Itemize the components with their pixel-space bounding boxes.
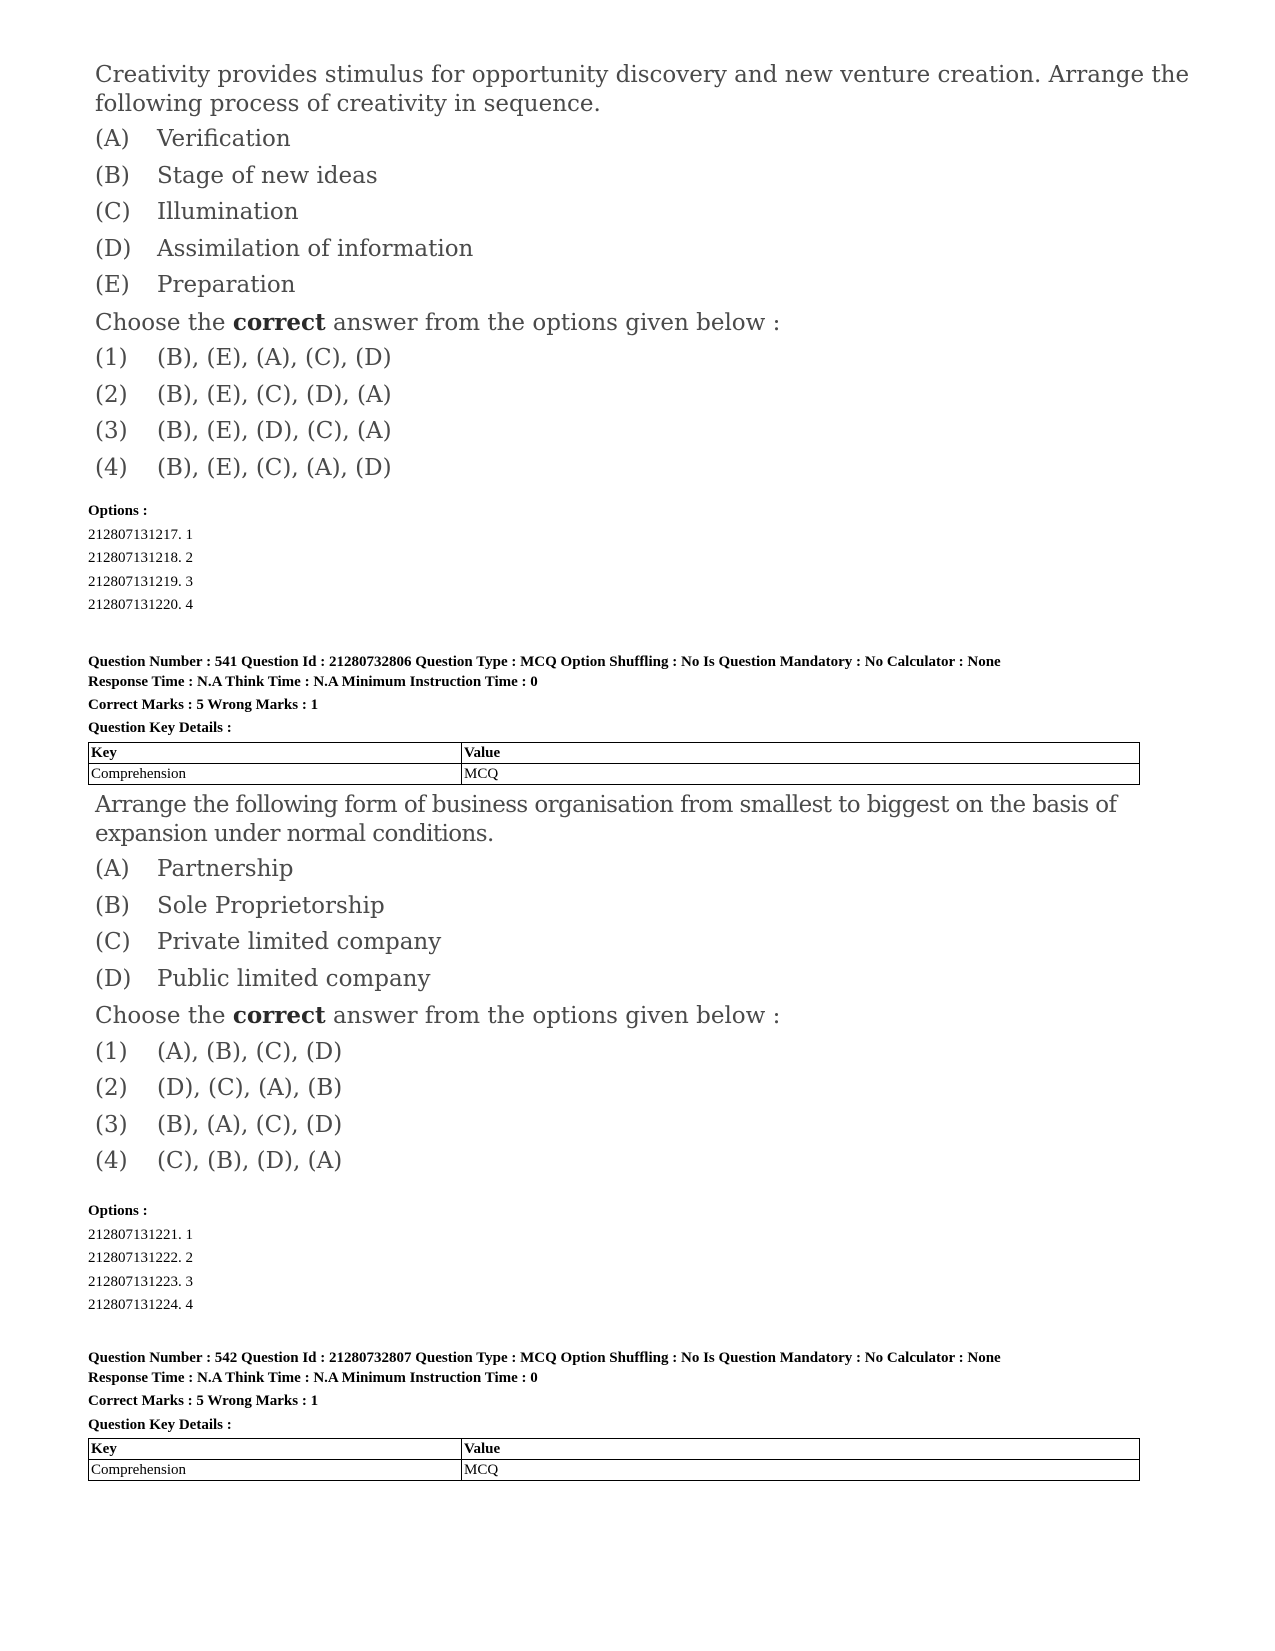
choose-instruction: Choose the correct answer from the options given below : — [95, 1002, 781, 1029]
question-meta-541: Question Number : 541 Question Id : 21280732806 Question Type : MCQ Option Shuffling : No Is Question Mandatory : No Calculator : None Response Time : N.A Think Time : N.A Minimum Instruction Time : 0 — [88, 654, 1001, 690]
option-line: 212807131217. 1 — [88, 526, 193, 543]
option-line: 212807131223. 3 — [88, 1273, 193, 1290]
list-item: (D) Public limited company — [95, 965, 431, 992]
list-item: (B) Stage of new ideas — [95, 162, 378, 189]
table-row: Comprehension MCQ — [89, 764, 1140, 785]
answer-choice: (1) (B), (E), (A), (C), (D) — [95, 345, 392, 371]
answer-choice: (4) (B), (E), (C), (A), (D) — [95, 454, 392, 481]
option-line: 212807131219. 3 — [88, 573, 193, 590]
marks-542: Correct Marks : 5 Wrong Marks : 1 — [88, 1393, 319, 1409]
list-item: (A) Verification — [95, 126, 291, 152]
list-item: (C) Private limited company — [95, 929, 442, 955]
options-heading: Options : — [88, 503, 148, 519]
question-meta-542: Question Number : 542 Question Id : 21280732807 Question Type : MCQ Option Shuffling : No Is Question Mandatory : No Calculator : None Response Time : N.A Think Time : N.A Minimum Instruction Time : 0 — [88, 1350, 1001, 1386]
table-row: Comprehension MCQ — [89, 1460, 1140, 1481]
question-image-541 — [95, 791, 1205, 1184]
options-heading: Options : — [88, 1203, 148, 1219]
answer-choice: (3) (B), (A), (C), (D) — [95, 1111, 343, 1138]
list-item: (E) Preparation — [95, 272, 296, 298]
key-value-table-542 — [88, 1438, 1140, 1481]
answer-choice: (2) (B), (E), (C), (D), (A) — [95, 381, 392, 408]
question-stem: Creativity provides stimulus for opportunity discovery and new venture creation. Arrange the following process of creativity in sequence. — [95, 62, 1190, 117]
option-line: 212807131218. 2 — [88, 550, 193, 566]
answer-choice: (1) (A), (B), (C), (D) — [95, 1038, 343, 1065]
answer-choice: (4) (C), (B), (D), (A) — [95, 1148, 343, 1174]
list-item: (D) Assimilation of information — [95, 235, 474, 262]
list-item: (B) Sole Proprietorship — [95, 892, 385, 919]
key-value-table-541 — [88, 742, 1140, 785]
key-details-heading-541: Question Key Details : — [88, 720, 232, 736]
choose-instruction: Choose the correct answer from the options given below : — [95, 308, 781, 336]
list-item: (C) Illumination — [95, 199, 299, 225]
answer-choice: (2) (D), (C), (A), (B) — [95, 1075, 343, 1101]
list-item: (A) Partnership — [95, 856, 294, 882]
option-line: 212807131222. 2 — [88, 1250, 193, 1266]
option-line: 212807131224. 4 — [88, 1297, 193, 1313]
option-line: 212807131220. 4 — [88, 597, 193, 613]
option-line: 212807131221. 1 — [88, 1226, 193, 1243]
answer-choice: (3) (B), (E), (D), (C), (A) — [95, 418, 392, 444]
question-stem: Arrange the following form of business organisation from smallest to biggest on the basis of expansion under normal conditions. — [95, 792, 1117, 847]
table-header-row: Key Value — [89, 743, 1140, 764]
table-header-row: Key Value — [89, 1439, 1140, 1460]
marks-541: Correct Marks : 5 Wrong Marks : 1 — [88, 697, 319, 713]
options-block-540 — [88, 500, 193, 618]
options-block-541 — [88, 1200, 193, 1318]
key-details-heading-542: Question Key Details : — [88, 1417, 232, 1433]
question-image-540 — [95, 61, 1205, 490]
